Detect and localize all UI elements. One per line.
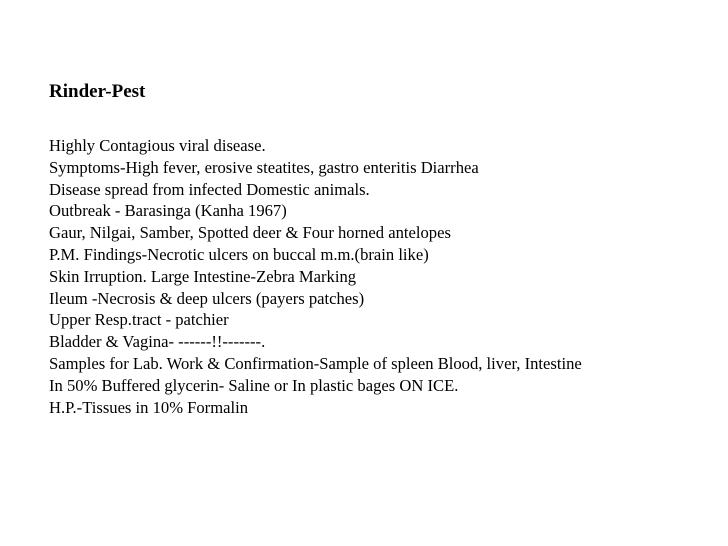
body-line: Gaur, Nilgai, Samber, Spotted deer & Four horned antelopes: [49, 223, 451, 243]
body-line-samples: Samples for Lab. Work & Confirmation-Sample of spleen Blood, liver, Intestine: [49, 353, 582, 373]
body-line: Bladder & Vagina- ------!!-------.: [49, 332, 266, 352]
body-line: P.M. Findings-Necrotic ulcers on buccal m.m.(brain like): [49, 244, 429, 264]
body-line: H.P.-Tissues in 10% Formalin: [49, 397, 249, 417]
body-line: Ileum -Necrosis & deep ulcers (payers patches): [49, 288, 365, 308]
body-line: Highly Contagious viral disease.: [49, 136, 266, 155]
slide-title: Rinder-Pest: [49, 81, 146, 102]
body-line: In 50% Buffered glycerin- Saline or In plastic bages ON ICE.: [49, 375, 459, 395]
slide-body: [49, 135, 700, 418]
body-line: Upper Resp.tract - patchier: [49, 310, 229, 330]
body-line: Disease spread from infected Domestic animals.: [49, 179, 370, 199]
body-line: Outbreak - Barasinga (Kanha 1967): [49, 201, 287, 221]
body-line: Skin Irruption. Large Intestine-Zebra Marking: [49, 266, 357, 286]
body-line: Symptoms-High fever, erosive steatites, gastro enteritis Diarrhea: [49, 157, 479, 177]
